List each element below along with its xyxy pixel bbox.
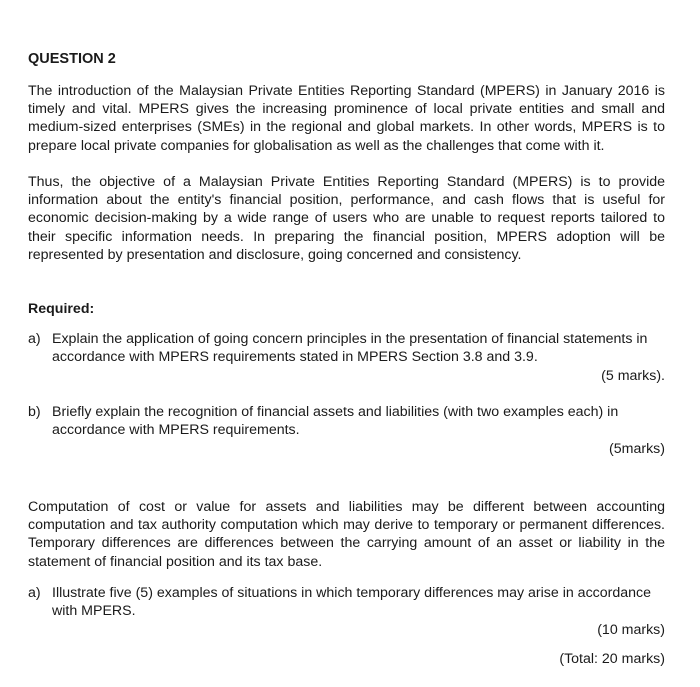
computation-paragraph: Computation of cost or value for assets and liabilities may be different between accounting computation and tax authority computation which may derive to temporary or permanent differences. Temporary differences are differences between the carrying amount of an asset or liability in the statement of financial position and its tax base. [28,499,665,570]
item-text: Briefly explain the recognition of financial assets and liabilities (with two examples each) in accordance with MPERS requirements. [52,404,619,439]
marks-label: (5 marks). [601,368,665,384]
intro-paragraph-1: The introduction of the Malaysian Private Entities Reporting Standard (MPERS) in January 2016 is timely and vital. MPERS gives the increasing prominence of local private entities and small and medium-sized enterprises (SMEs) in the regional and global markets. In other words, MPERS is to prepare local private companies for globalisation as well as the challenges that come with it. [28,83,665,154]
item-letter: a) [28,585,41,601]
item-letter: b) [28,404,41,420]
list-item [28,403,665,439]
list-item [28,330,665,366]
item-letter: a) [28,331,41,347]
marks-label: (5marks) [609,441,665,457]
item-text: Explain the application of going concern principles in the presentation of financial statements in accordance with MPERS requirements stated in MPERS Section 3.8 and 3.9. [52,331,648,366]
total-marks: (Total: 20 marks) [559,651,665,667]
list-item [28,584,665,620]
item-text: Illustrate five (5) examples of situations in which temporary differences may arise in accordance with MPERS. [52,585,652,620]
intro-paragraph-2: Thus, the objective of a Malaysian Private Entities Reporting Standard (MPERS) is to provide information about the entity's financial position, performance, and cash flows that is useful for economic decision-making by a wide range of users who are unable to request reports tailored to their specific information needs. In preparing the financial position, MPERS adoption will be represented by presentation and disclosure, going concerned and consistency. [28,174,665,263]
question-title: QUESTION 2 [28,51,116,67]
required-heading: Required: [28,301,95,317]
marks-label: (10 marks) [597,622,665,638]
